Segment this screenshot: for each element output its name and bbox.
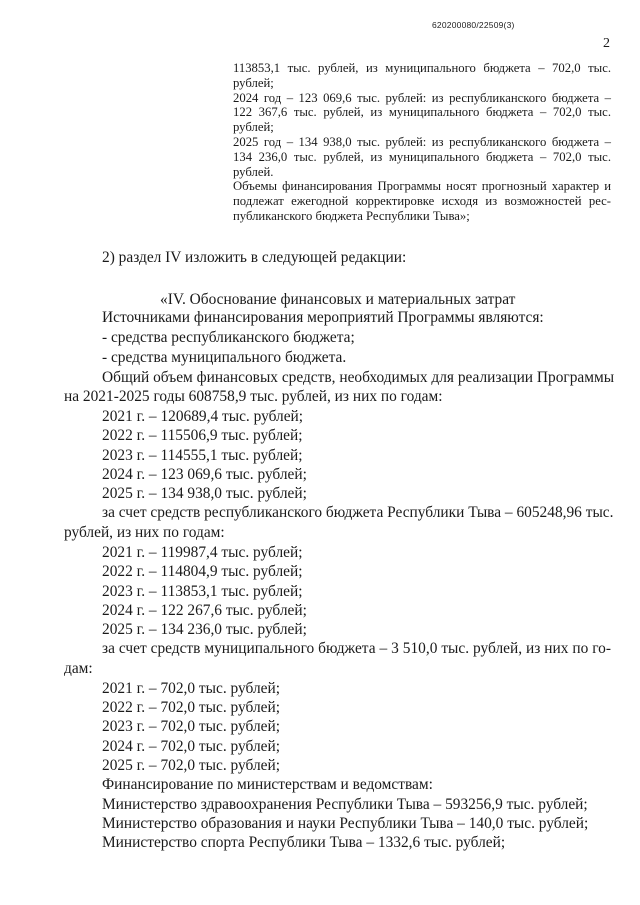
total-year-item: 2021 г. – 120689,4 тыс. рублей; xyxy=(102,408,304,425)
total-year-item: 2024 г. – 123 069,6 тыс. рублей; xyxy=(102,466,307,483)
quote-line: публиканского бюджета Республики Тыва»; xyxy=(233,208,470,223)
ministry-item: Министерство здравоохранения Республики Тыва – 593256,9 тыс. рублей; xyxy=(102,796,588,813)
quote-line: рублей; xyxy=(233,120,274,135)
municipal-paragraph-line: дам: xyxy=(64,660,93,677)
quote-line: 2025 год – 134 938,0 тыс. рублей: из республиканского бюджета – xyxy=(233,134,611,149)
source-item: - средства республиканского бюджета; xyxy=(102,329,355,346)
source-item: - средства муниципального бюджета. xyxy=(102,349,347,366)
quote-line: 122 367,6 тыс. рублей, из муниципального бюджета – 702,0 тыс. xyxy=(233,105,611,120)
section-title: «IV. Обоснование финансовых и материальных затрат xyxy=(160,291,516,308)
republican-paragraph-line: рублей, из них по годам: xyxy=(64,524,225,541)
quote-line: подлежат ежегодной корректировке исходя из возможностей рес- xyxy=(233,194,611,209)
municipal-year-item: 2022 г. – 702,0 тыс. рублей; xyxy=(102,699,280,716)
total-paragraph-line: на 2021-2025 годы 608758,9 тыс. рублей, из них по годам: xyxy=(64,388,443,405)
instruction-text: 2) раздел IV изложить в следующей редакции: xyxy=(102,249,407,266)
republican-year-item: 2025 г. – 134 236,0 тыс. рублей; xyxy=(102,621,307,638)
republican-year-item: 2023 г. – 113853,1 тыс. рублей; xyxy=(102,583,303,600)
quote-block xyxy=(233,61,611,224)
quote-line: 2024 год – 123 069,6 тыс. рублей: из республиканского бюджета – xyxy=(233,90,611,105)
document-id: 620200080/22509(3) xyxy=(432,20,515,30)
republican-year-item: 2022 г. – 114804,9 тыс. рублей; xyxy=(102,563,303,580)
republican-year-item: 2021 г. – 119987,4 тыс. рублей; xyxy=(102,544,303,561)
municipal-year-item: 2021 г. – 702,0 тыс. рублей; xyxy=(102,680,280,697)
total-year-item: 2022 г. – 115506,9 тыс. рублей; xyxy=(102,427,303,444)
quote-line: рублей. xyxy=(233,164,274,179)
municipal-year-item: 2023 г. – 702,0 тыс. рублей; xyxy=(102,718,280,735)
ministry-item: Министерство спорта Республики Тыва – 1332,6 тыс. рублей; xyxy=(102,834,506,851)
sources-intro: Источниками финансирования мероприятий Программы являются: xyxy=(102,309,544,326)
quote-line: 113853,1 тыс. рублей, из муниципального бюджета – 702,0 тыс. xyxy=(233,61,611,75)
municipal-year-item: 2025 г. – 702,0 тыс. рублей; xyxy=(102,757,280,774)
quote-line: рублей; xyxy=(233,75,274,90)
quote-line: 134 236,0 тыс. рублей, из муниципального бюджета – 702,0 тыс. xyxy=(233,149,611,164)
total-year-item: 2023 г. – 114555,1 тыс. рублей; xyxy=(102,447,303,464)
republican-year-item: 2024 г. – 122 267,6 тыс. рублей; xyxy=(102,602,307,619)
municipal-paragraph-line: за счет средств муниципального бюджета – 3 510,0 тыс. рублей, из них по го- xyxy=(102,640,611,657)
municipal-year-item: 2024 г. – 702,0 тыс. рублей; xyxy=(102,738,280,755)
total-year-item: 2025 г. – 134 938,0 тыс. рублей; xyxy=(102,485,307,502)
quote-line: Объемы финансирования Программы носят прогнозный характер и xyxy=(233,179,611,194)
total-paragraph-line: Общий объем финансовых средств, необходимых для реализации Программы xyxy=(102,369,615,386)
republican-paragraph-line: за счет средств республиканского бюджета Республики Тыва – 605248,96 тыс. xyxy=(102,504,614,521)
ministry-item: Министерство образования и науки Республики Тыва – 140,0 тыс. рублей; xyxy=(102,815,589,832)
ministries-intro: Финансирование по министерствам и ведомствам: xyxy=(102,776,433,793)
page-number: 2 xyxy=(603,36,610,51)
